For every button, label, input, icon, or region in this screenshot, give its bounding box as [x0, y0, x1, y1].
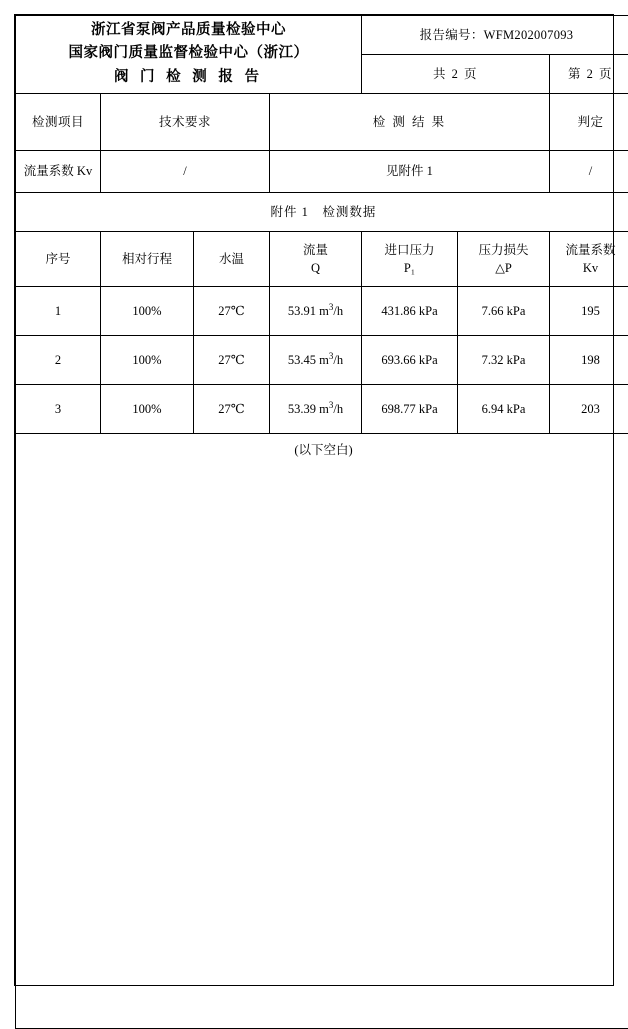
cell-no: 3 [16, 385, 101, 434]
cell-kv: 203 [550, 385, 628, 434]
report-number-value: WFM202007093 [484, 28, 574, 42]
blank-note-row [16, 434, 628, 467]
cell-loss: 6.94 kPa [458, 385, 550, 434]
cell-flow-unit: m [319, 403, 329, 417]
att-col-temp [194, 232, 270, 287]
cell-flow-unit-tail: /h [333, 354, 343, 368]
blank-note: (以下空白) [16, 434, 628, 467]
cell-flow-value: 53.39 [288, 403, 316, 417]
cell-inlet: 693.66 kPa [362, 336, 458, 385]
org-title-cell [16, 16, 362, 94]
empty-area [16, 466, 628, 1029]
report-table [15, 15, 628, 1029]
cell-flow [270, 385, 362, 434]
cell-flow-value: 53.91 [288, 305, 316, 319]
total-pages-cell: 共 2 页 [362, 55, 550, 94]
att-col-loss-label: 压力损失 [461, 241, 546, 259]
cell-flow-unit-tail: /h [333, 403, 343, 417]
result-header-row [16, 94, 628, 151]
cell-flow-unit-exp: 3 [329, 351, 334, 361]
current-page-cell: 第 2 页 [550, 55, 628, 94]
cell-temp: 27℃ [194, 385, 270, 434]
org-line-1: 浙江省泵阀产品质量检验中心 [19, 19, 358, 42]
att-col-inlet-symbol: P₁ [365, 259, 454, 277]
attachment-header-row [16, 232, 628, 287]
cell-loss: 7.66 kPa [458, 287, 550, 336]
cell-flow-unit-exp: 3 [329, 400, 334, 410]
cell-loss: 7.32 kPa [458, 336, 550, 385]
result-data-row [16, 151, 628, 193]
cell-temp: 27℃ [194, 336, 270, 385]
cell-flow [270, 287, 362, 336]
report-number-cell [362, 16, 628, 55]
col-header-result: 检 测 结 果 [270, 94, 550, 151]
cell-no: 1 [16, 287, 101, 336]
att-col-travel [101, 232, 194, 287]
cell-travel: 100% [101, 385, 194, 434]
cell-inlet: 431.86 kPa [362, 287, 458, 336]
att-col-inlet [362, 232, 458, 287]
empty-area-row [16, 466, 628, 1029]
att-col-travel-label: 相对行程 [104, 250, 190, 268]
att-col-flow [270, 232, 362, 287]
att-col-loss-symbol: △P [461, 259, 546, 277]
att-col-flow-label: 流量 [273, 241, 358, 259]
org-line-2: 国家阀门质量监督检验中心（浙江） [19, 42, 358, 65]
cell-flow-unit: m [319, 354, 329, 368]
col-header-item: 检测项目 [16, 94, 101, 151]
cell-flow-unit: m [319, 305, 329, 319]
att-col-loss [458, 232, 550, 287]
cell-kv: 195 [550, 287, 628, 336]
att-col-no [16, 232, 101, 287]
cell-flow-value: 53.45 [288, 354, 316, 368]
table-row [16, 336, 628, 385]
result-value: 见附件 1 [270, 151, 550, 193]
cell-travel: 100% [101, 336, 194, 385]
cell-flow [270, 336, 362, 385]
att-col-kv-symbol: Kv [553, 259, 628, 277]
table-row [16, 287, 628, 336]
result-verdict: / [550, 151, 628, 193]
att-col-kv-label: 流量系数 [553, 241, 628, 259]
cell-flow-unit-exp: 3 [329, 302, 334, 312]
report-number-label: 报告编号： [420, 28, 484, 42]
col-header-requirement: 技术要求 [101, 94, 270, 151]
result-item-name [16, 151, 101, 193]
document-title: 阀 门 检 测 报 告 [19, 65, 358, 90]
attachment-title-row [16, 193, 628, 232]
cell-inlet: 698.77 kPa [362, 385, 458, 434]
att-col-no-label: 序号 [19, 250, 97, 268]
attachment-title: 附件 1 检测数据 [16, 193, 628, 232]
table-row [16, 385, 628, 434]
cell-kv: 198 [550, 336, 628, 385]
att-col-temp-label: 水温 [197, 250, 266, 268]
result-item-text: 流量系数 Kv [24, 164, 92, 178]
att-col-kv [550, 232, 628, 287]
col-header-verdict: 判定 [550, 94, 628, 151]
cell-no: 2 [16, 336, 101, 385]
cell-flow-unit-tail: /h [333, 305, 343, 319]
header-row-1 [16, 16, 628, 55]
cell-temp: 27℃ [194, 287, 270, 336]
report-sheet [14, 14, 614, 986]
cell-travel: 100% [101, 287, 194, 336]
result-requirement: / [101, 151, 270, 193]
att-col-inlet-label: 进口压力 [365, 241, 454, 259]
att-col-flow-symbol: Q [273, 259, 358, 277]
